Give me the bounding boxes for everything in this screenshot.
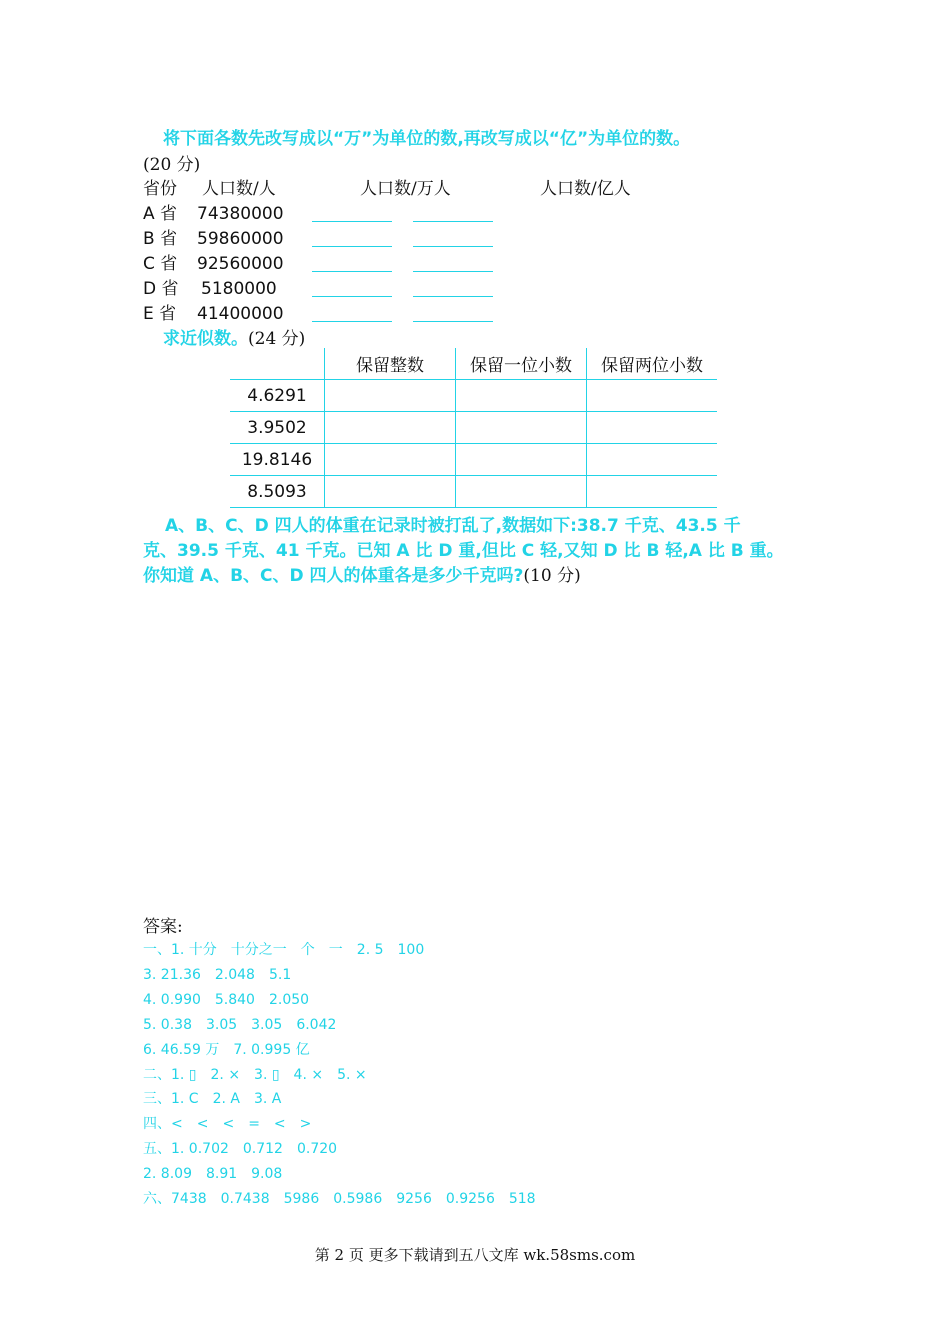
answer-line: 六、7438 0.7438 5986 0.5986 9256 0.9256 518 [143, 1191, 536, 1207]
table-header-row [230, 348, 717, 380]
answer-blank-wan[interactable] [312, 246, 392, 247]
question-2-title [163, 324, 305, 349]
table-row [230, 444, 717, 476]
answer-cell[interactable] [325, 412, 456, 444]
header-population-yi: 人口数/亿人 [540, 179, 631, 199]
province-row [143, 249, 284, 274]
answer-line: 4. 0.990 5.840 2.050 [143, 992, 310, 1008]
answer-line: 2. 8.09 8.91 9.08 [143, 1166, 283, 1182]
answer-cell[interactable] [325, 380, 456, 412]
province-row [143, 299, 284, 324]
number-cell: 8.5093 [230, 476, 325, 508]
answer-cell[interactable] [587, 444, 718, 476]
answer-line: 5. 0.38 3.05 3.05 6.042 [143, 1017, 337, 1033]
province-name: A 省 [143, 204, 178, 224]
province-row [143, 274, 277, 299]
approximation-table [230, 348, 717, 508]
question-1-score: (20 分) [143, 155, 201, 175]
page-footer: 第 2 页 更多下载请到五八文库 wk.58sms.com [314, 1246, 636, 1264]
answer-cell[interactable] [325, 476, 456, 508]
table-header-integer: 保留整数 [325, 348, 456, 380]
number-cell: 19.8146 [230, 444, 325, 476]
answer-line: 6. 46.59 万 7. 0.995 亿 [143, 1042, 310, 1058]
table-row [230, 412, 717, 444]
number-cell: 4.6291 [230, 380, 325, 412]
population-value: 59860000 [197, 229, 284, 249]
question-3-line: A、B、C、D 四人的体重在记录时被打乱了,数据如下:38.7 千克、43.5 千 [165, 516, 741, 536]
answer-line: 二、1. ▯ 2. × 3. ▯ 4. × 5. × [143, 1067, 367, 1083]
answer-cell[interactable] [325, 444, 456, 476]
answer-blank-wan[interactable] [312, 296, 392, 297]
header-province: 省份 [143, 179, 177, 199]
province-name: C 省 [143, 254, 178, 274]
answer-blank-yi[interactable] [413, 321, 493, 322]
header-population: 人口数/人 [202, 179, 276, 199]
answer-line: 三、1. C 2. A 3. A [143, 1091, 282, 1107]
province-row [143, 224, 284, 249]
answer-line: 3. 21.36 2.048 5.1 [143, 967, 292, 983]
answer-line: 一、1. 十分 十分之一 个 一 2. 5 100 [143, 942, 425, 958]
table-header-two-decimal: 保留两位小数 [587, 348, 718, 380]
population-value: 5180000 [201, 279, 277, 299]
question-3-text: 你知道 A、B、C、D 四人的体重各是多少千克吗? [143, 566, 524, 586]
question-3-line-last [143, 564, 803, 589]
population-value: 41400000 [197, 304, 284, 324]
table-header-one-decimal: 保留一位小数 [456, 348, 587, 380]
table-row [230, 476, 717, 508]
answer-blank-yi[interactable] [413, 221, 493, 222]
question-1-title: 将下面各数先改写成以“万”为单位的数,再改写成以“亿”为单位的数。 [163, 129, 691, 149]
answer-line: 五、1. 0.702 0.712 0.720 [143, 1141, 338, 1157]
table-row [230, 380, 717, 412]
population-value: 74380000 [197, 204, 284, 224]
question-3-score: (10 分) [523, 566, 581, 586]
province-name: B 省 [143, 229, 178, 249]
answer-cell[interactable] [587, 380, 718, 412]
answer-line: 四、< < < = < > [143, 1116, 312, 1132]
answer-cell[interactable] [587, 476, 718, 508]
province-name: D 省 [143, 279, 179, 299]
table-header-blank [230, 348, 325, 380]
header-population-wan: 人口数/万人 [360, 179, 451, 199]
number-cell: 3.9502 [230, 412, 325, 444]
answer-blank-yi[interactable] [413, 246, 493, 247]
answer-blank-wan[interactable] [312, 321, 392, 322]
question-3 [143, 514, 803, 589]
answer-cell[interactable] [456, 412, 587, 444]
answer-cell[interactable] [456, 444, 587, 476]
answer-blank-yi[interactable] [413, 296, 493, 297]
province-row [143, 199, 284, 224]
answer-cell[interactable] [456, 476, 587, 508]
answer-blank-yi[interactable] [413, 271, 493, 272]
question-3-line: 克、39.5 千克、41 千克。已知 A 比 D 重,但比 C 轻,又知 D 比 B 轻,A 比 B 重。 [143, 541, 784, 561]
answer-cell[interactable] [456, 380, 587, 412]
province-name: E 省 [143, 304, 177, 324]
answer-cell[interactable] [587, 412, 718, 444]
answer-blank-wan[interactable] [312, 221, 392, 222]
question-2-text: 求近似数。 [163, 329, 248, 349]
population-value: 92560000 [197, 254, 284, 274]
answers-title: 答案: [143, 917, 183, 937]
answer-blank-wan[interactable] [312, 271, 392, 272]
question-2-score: (24 分) [248, 329, 306, 349]
